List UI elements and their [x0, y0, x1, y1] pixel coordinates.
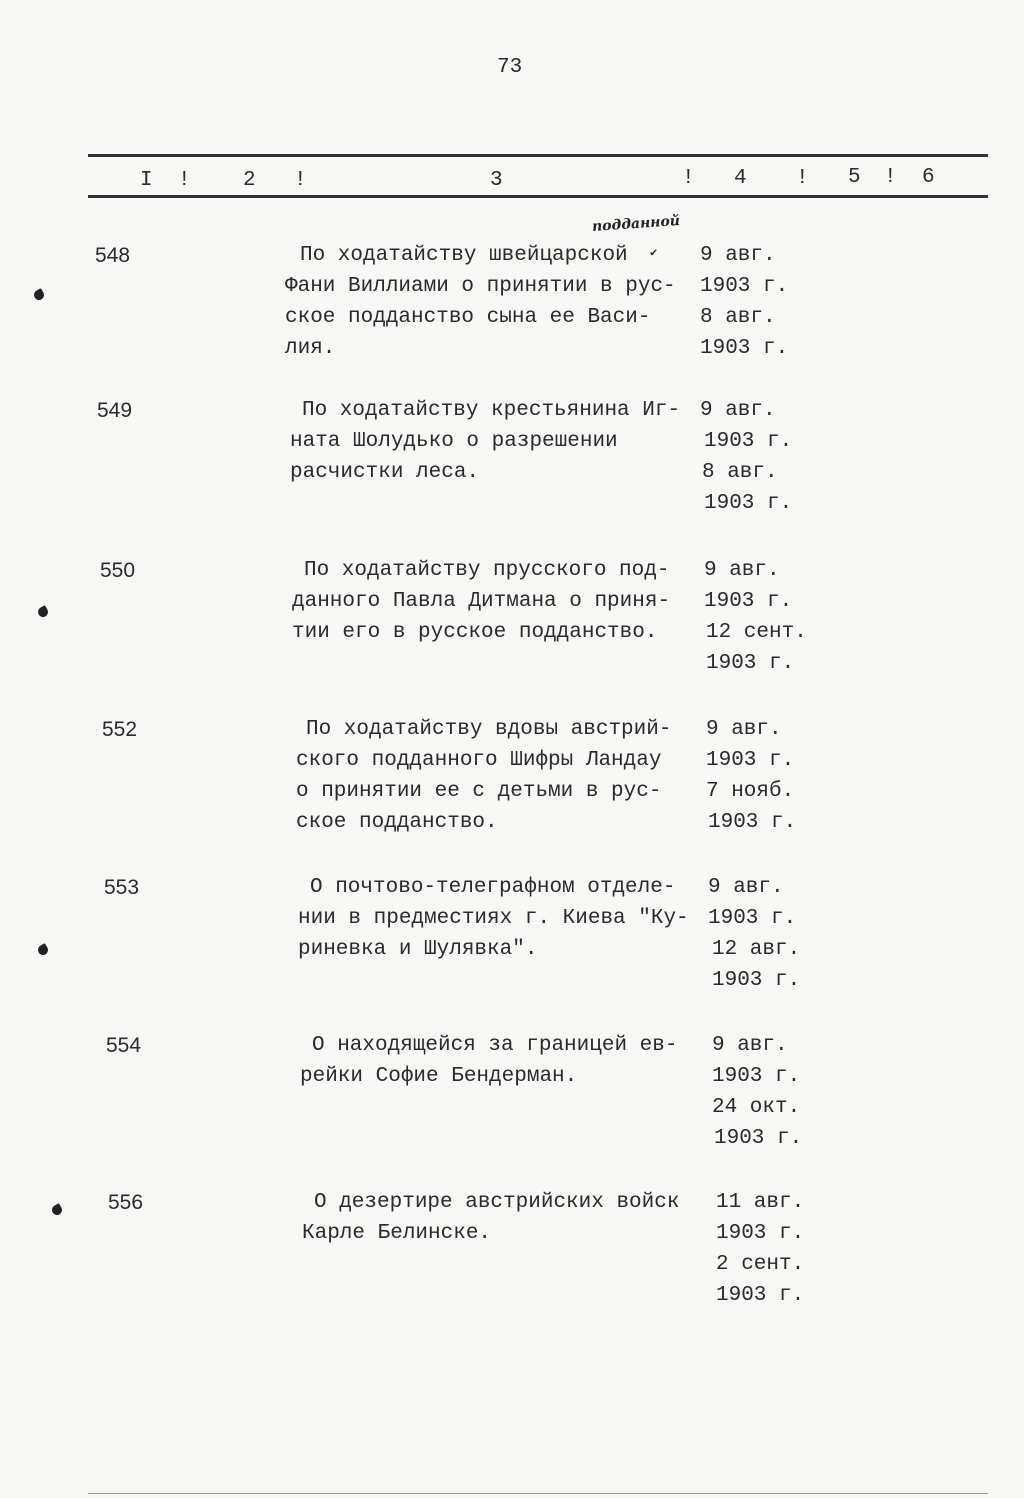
date-year: 1903 г. — [712, 969, 801, 992]
entry-description-line: О почтово-телеграфном отделе- — [310, 876, 676, 899]
date-year: 1903 г. — [716, 1222, 805, 1245]
date-year: 1903 г. — [704, 430, 793, 453]
col-separator: ! — [796, 167, 809, 190]
date-year: 1903 г. — [706, 652, 795, 675]
entry-number: 553 — [104, 876, 140, 899]
header-top-rule — [88, 154, 988, 157]
entry-description-line: Фани Виллиами о принятии в рус- — [285, 275, 676, 298]
date-day-month: 9 авг. — [706, 718, 782, 741]
date-day-month: 8 авг. — [700, 306, 776, 329]
entry-description-line: По ходатайству вдовы австрий- — [306, 718, 672, 741]
col-separator: ! — [682, 167, 695, 190]
entry-description-line: расчистки леса. — [290, 461, 480, 484]
entry-description-line: данного Павла Дитмана о приня- — [292, 590, 671, 613]
entry-number: 550 — [100, 559, 136, 582]
entry-description-line: ского подданного Шифры Ландау — [296, 749, 662, 772]
date-day-month: 12 сент. — [706, 621, 807, 644]
col-header-2: 2 — [243, 169, 256, 192]
date-day-month: 9 авг. — [708, 876, 784, 899]
entry-description-line: По ходатайству прусского под- — [304, 559, 670, 582]
entry-description-line: ната Шолудько о разрешении — [290, 430, 618, 453]
date-year: 1903 г. — [700, 337, 789, 360]
page-number: 73 — [497, 56, 523, 79]
margin-mark — [36, 943, 50, 957]
date-day-month: 8 авг. — [702, 461, 778, 484]
entry-description-line: Карле Белинске. — [302, 1222, 492, 1245]
date-year: 1903 г. — [700, 275, 789, 298]
date-year: 1903 г. — [704, 492, 793, 515]
entry-number: 556 — [108, 1191, 144, 1214]
date-day-month: 2 сент. — [716, 1253, 805, 1276]
col-header-4: 4 — [734, 167, 747, 190]
header-bottom-rule — [88, 195, 988, 198]
date-year: 1903 г. — [704, 590, 793, 613]
entry-description-line: По ходатайству крестьянина Иг- — [302, 399, 681, 422]
entry-number: 554 — [106, 1034, 142, 1057]
date-year: 1903 г. — [708, 811, 797, 834]
margin-mark — [50, 1203, 64, 1217]
page-bottom-rule — [88, 1493, 988, 1494]
date-year: 1903 г. — [714, 1127, 803, 1150]
entry-number: 552 — [102, 718, 138, 741]
entry-description-line: рейки Софие Бендерман. — [300, 1065, 578, 1088]
entry-number: 548 — [95, 244, 131, 267]
date-day-month: 7 нояб. — [706, 780, 795, 803]
date-day-month: 9 авг. — [704, 559, 780, 582]
date-day-month: 11 авг. — [716, 1191, 805, 1214]
margin-mark — [32, 288, 46, 302]
margin-mark — [36, 605, 50, 619]
entry-description-line: О находящейся за границей ев- — [312, 1034, 678, 1057]
entry-description-line: ское подданство. — [296, 811, 498, 834]
entry-description-line: ское подданство сына ее Васи- — [285, 306, 651, 329]
date-year: 1903 г. — [712, 1065, 801, 1088]
date-day-month: 9 авг. — [700, 244, 776, 267]
insertion-mark: ✔ — [650, 246, 658, 260]
date-day-month: 9 авг. — [700, 399, 776, 422]
date-day-month: 12 авг. — [712, 938, 801, 961]
date-year: 1903 г. — [716, 1284, 805, 1307]
col-header-6: 6 — [922, 166, 935, 189]
date-year: 1903 г. — [708, 907, 797, 930]
entry-description-line: По ходатайству швейцарской — [300, 244, 628, 267]
date-year: 1903 г. — [706, 749, 795, 772]
entry-description-line: риневка и Шулявка". — [298, 938, 538, 961]
col-header-3: 3 — [490, 169, 503, 192]
col-separator: ! — [178, 169, 191, 192]
date-day-month: 9 авг. — [712, 1034, 788, 1057]
entry-description-line: о принятии ее с детьми в рус- — [296, 780, 662, 803]
entry-description-line: нии в предместиях г. Киева "Ку- — [298, 907, 689, 930]
entry-description-line: лия. — [285, 337, 336, 360]
col-separator: ! — [294, 169, 307, 192]
col-header-1: I — [140, 169, 153, 192]
col-header-5: 5 — [848, 166, 861, 189]
date-day-month: 24 окт. — [712, 1096, 801, 1119]
handwritten-annotation: подданной — [591, 212, 681, 236]
entry-description-line: О дезертире австрийских войск — [314, 1191, 680, 1214]
col-separator: ! — [884, 166, 897, 189]
entry-description-line: тии его в русское подданство. — [292, 621, 658, 644]
entry-number: 549 — [97, 399, 133, 422]
